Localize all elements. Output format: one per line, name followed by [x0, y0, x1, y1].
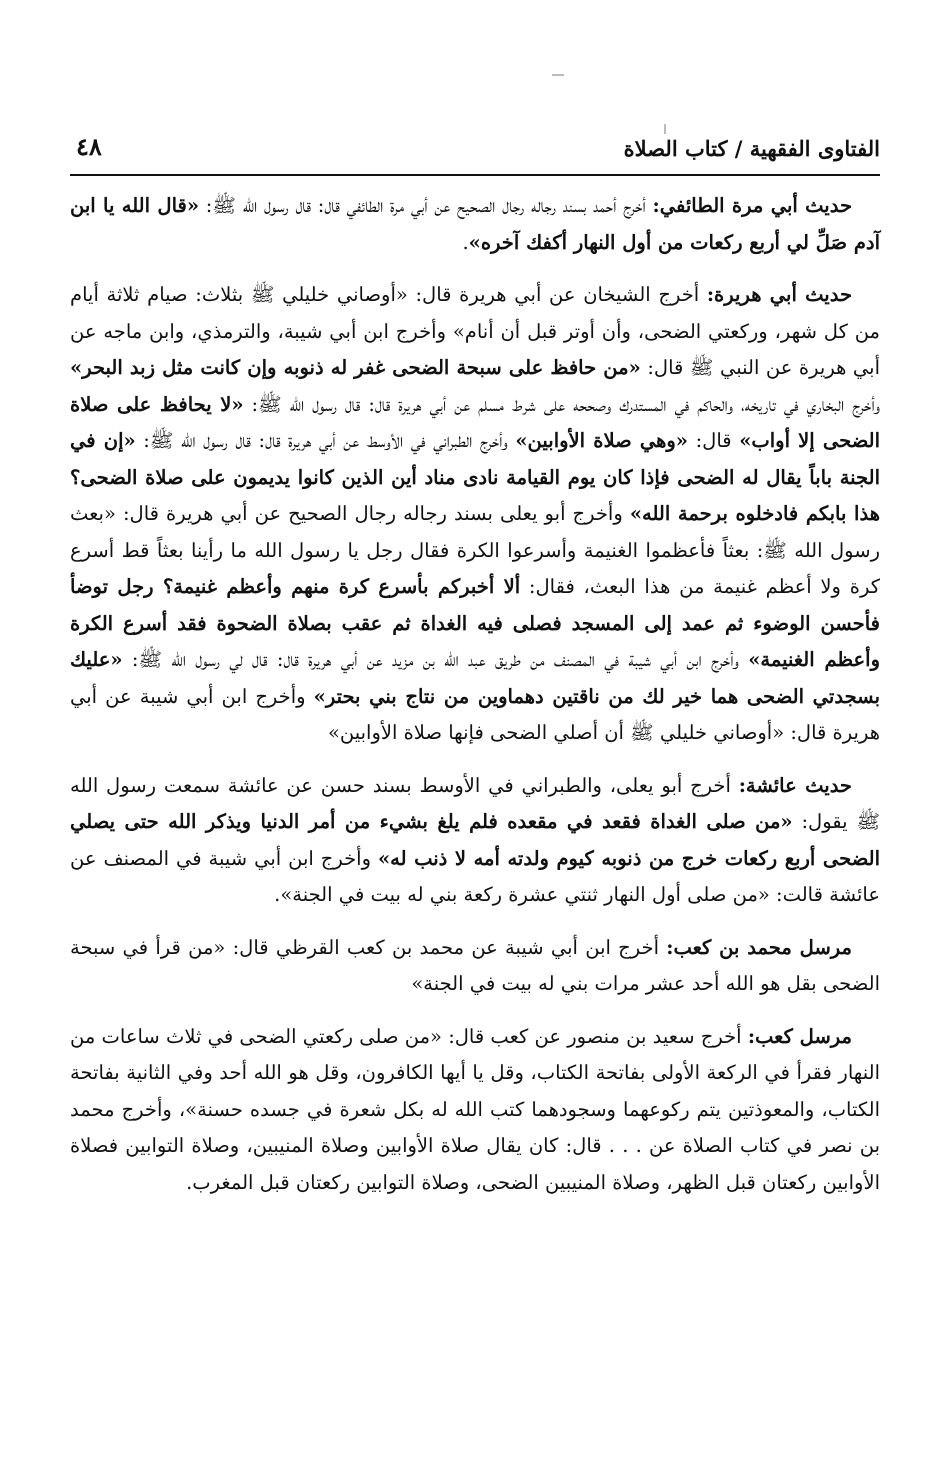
paragraph-heading: حديث أبي هريرة: [706, 283, 852, 306]
paragraph-text: أخرج الشيخان عن أبي هريرة قال: «أوصاني خليلي ﷺ بثلاث: صيام ثلاثة أيام من كل شهر، وركعتي الضحى، وأن أوتر قبل أن أنام» وأخرج ابن أبي شيبة، والترمذي، وابن ماجه عن أبي هريرة عن النبي ﷺ قال: [70, 283, 881, 379]
hadith-quote: «قال الله يا ابن آدم صَلِّ لي أربع ركعات من أول النهار أكفك آخره» [70, 194, 880, 254]
paragraph-muhammad-ibn-kab [70, 930, 880, 1003]
paragraph-aisha [70, 768, 880, 914]
paragraph-heading: حديث عائشة: [738, 773, 852, 797]
paragraph-text: وأخرج ابن أبي شيبة في المصنف من طريق عبد الله بن مزيد عن أبي هريرة قال: قال لي رسول الله ﷺ: [122, 648, 749, 671]
paragraph-text: أخرج ابن أبي شيبة عن محمد بن كعب القرظي قال: «من قرأ في سبحة الضحى بقل هو الله أحد عشر مرات بني له بيت في الجنة» [70, 935, 880, 995]
hadith-quote: «لا يحافظ على صلاة الضحى إلا أواب» [70, 392, 880, 452]
hadith-quote: «من صلى الغداة فقعد في مقعده فلم يلغ بشيء من أمر الدنيا ويذكر الله حتى يصلي الضحى أربع ركعات خرج من ذنوبه كيوم ولدته أمه لا ذنب له» [70, 810, 880, 870]
paragraph-abu-hurayra [70, 277, 880, 752]
paragraph-text: وأخرج البخاري في تاريخه، والحاكم في المستدرك وصححه على شرط مسلم عن أبي هريرة قال: قال رسول الله ﷺ: [243, 392, 881, 416]
paragraph-text: أخرج أحمد بسند رجاله رجال الصحيح عن أبي مرة الطائفي قال: قال رسول الله ﷺ: [199, 194, 653, 217]
hadith-quote: «من حافظ على سبحة الضحى غفر له ذنوبه وإن كانت مثل زبد البحر» [70, 356, 641, 379]
paragraph-heading: مرسل كعب: [747, 1024, 852, 1048]
paragraph-kab [70, 1019, 880, 1202]
book-page [70, 130, 880, 1217]
paragraph-abu-murra [70, 188, 880, 261]
hadith-quote: «إن في الجنة باباً يقال له الضحى فإذا كان يوم القيامة نادى مناد أين الذين كانوا يديمون على صلاة الضحى؟ هذا بابكم فادخلوه برحمة الله» [70, 429, 880, 525]
running-header [70, 130, 880, 176]
paragraph-heading: حديث أبي مرة الطائفي: [652, 194, 853, 217]
paragraph-text: وأخرج الطبراني في الأوسط عن أبي هريرة قال: قال رسول الله ﷺ: [135, 429, 516, 452]
hadith-quote: «عليك بسجدتي الضحى هما خير لك من ناقتين دهماوين من نتاج بني بحتر» [70, 648, 881, 708]
running-header-title: الفتاوى الفقهية / كتاب الصلاة [623, 136, 880, 161]
scan-speck [552, 74, 564, 76]
paragraph-text: أخرج سعيد بن منصور عن كعب قال: «من صلى ركعتي الضحى في ثلاث ساعات من النهار فقرأ في الركعة الأولى بفاتحة الكتاب، وقل يا أيها الكافرون، وقل هو الله أحد وفي الثانية بفاتحة الكتاب، والمعوذتين يتم ركوعهما وسجودهما كتب الله له بكل شعرة في جسده حسنة»، وأخرج محمد بن نصر في كتاب الصلاة عن . . . قال: كان يقال صلاة الأوابين وصلاة المنيبين، وصلاة التوابين فصلاة الأوابين ركعتان قبل الظهر، وصلاة المنيبين الضحى، وصلاة التوابين ركعتان قبل المغرب. [70, 1024, 880, 1194]
hadith-quote: ألا أخبركم بأسرع كرة منهم وأعظم غنيمة؟ رجل توضأ فأحسن الوضوء ثم عمد إلى المسجد فصلى فيه الغداة ثم عقب بصلاة الضحوة فقد أسرع الكرة وأعظم الغنيمة» [70, 575, 881, 671]
page-body [70, 188, 880, 1201]
paragraph-text: وأخرج أبو يعلى بسند رجاله رجال الصحيح عن أبي هريرة قال: «بعث رسول الله ﷺ: بعثاً فأعظموا الغنيمة وأسرعوا الكرة فقال رجل يا رسول الله ما رأينا بعثاً قط أسرع كرة ولا أعظم غنيمة من هذا البعث، فقال: [70, 502, 880, 598]
page-number: ٤٨ [76, 132, 102, 161]
paragraph-text: وأخرج ابن أبي شيبة عن أبي هريرة قال: «أوصاني خليلي ﷺ أن أصلي الضحى فإنها صلاة الأوابين» [70, 684, 880, 744]
paragraph-text: أخرج أبو يعلى، والطبراني في الأوسط بسند حسن عن عائشة سمعت رسول الله ﷺ يقول: [70, 773, 881, 833]
paragraph-text: قال: [688, 429, 740, 452]
paragraph-heading: مرسل محمد بن كعب: [666, 935, 852, 959]
paragraph-text: . [462, 230, 469, 254]
hadith-quote: «وهي صلاة الأوابين» [515, 429, 688, 452]
paragraph-text: وأخرج ابن أبي شيبة في المصنف عن عائشة قالت: «من صلى أول النهار ثنتي عشرة ركعة بني له بيت في الجنة». [70, 846, 880, 906]
